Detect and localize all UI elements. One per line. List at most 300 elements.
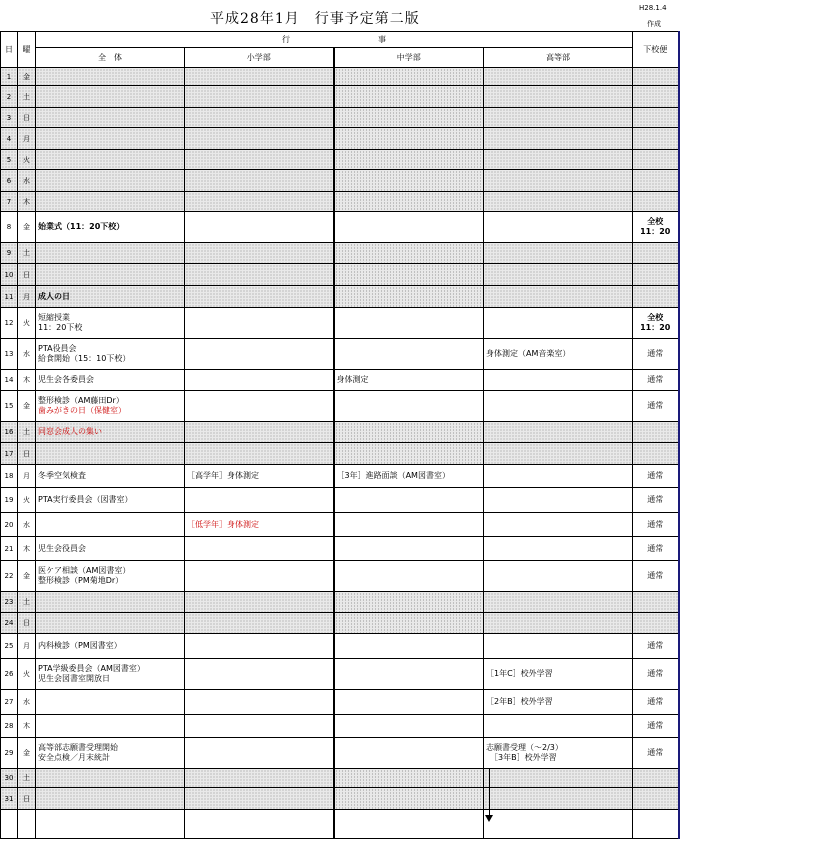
high-cell [484,537,633,561]
day-cell: 31 [1,788,18,810]
all-school-cell [36,788,185,810]
all-school-cell [36,339,185,370]
day-cell: 22 [1,561,18,592]
all-school-text: PTA実行委員会（図書室） [38,495,133,504]
elementary-text: ［低学年］身体測定 [187,519,259,529]
high-cell [484,68,633,86]
all-school-cell [36,243,185,264]
junior-cell [334,488,484,513]
high-cell [484,192,633,212]
dismissal-cell [633,339,679,370]
junior-cell [334,513,484,537]
dismissal-cell [633,308,679,339]
all-school-text: PTA学級委員会（AM図書室） 児生会図書室開放日 [38,664,145,683]
table-row [1,108,679,128]
day-cell: 2 [1,86,18,108]
dismissal-cell [633,513,679,537]
all-school-cell [36,86,185,108]
junior-cell: ［3年］進路面談（AM図書室） [334,465,484,488]
elementary-cell [185,769,334,788]
elementary-text: ［高学年］身体測定 [187,471,259,480]
day-cell: 24 [1,613,18,634]
all-school-cell [36,513,185,537]
header-day: 日 [1,32,18,68]
dismissal-cell [633,810,679,839]
dismissal-cell [633,769,679,788]
day-cell: 21 [1,537,18,561]
weekday-cell: 土 [18,86,36,108]
dismissal-text: 通常 [647,495,664,504]
day-cell: 6 [1,170,18,192]
junior-cell [334,690,484,715]
all-school-cell [36,108,185,128]
table-row [1,659,679,690]
high-cell [484,108,633,128]
high-cell [484,769,633,788]
dismissal-cell [633,391,679,422]
elementary-cell [185,513,334,537]
high-cell [484,286,633,308]
weekday-cell: 土 [18,592,36,613]
header-junior: 中学部 [334,48,484,68]
dismissal-text: 通常 [647,349,664,358]
dismissal-cell [633,592,679,613]
junior-cell [334,108,484,128]
dismissal-text: 通常 [647,571,664,580]
dismissal-cell [633,715,679,738]
high-cell [484,86,633,108]
day-cell [1,810,18,839]
dismissal-cell [633,738,679,769]
weekday-cell: 水 [18,513,36,537]
all-school-cell [36,488,185,513]
high-text: ［2年B］校外学習 [486,697,553,706]
table-row [1,513,679,537]
elementary-cell [185,128,334,150]
all-school-cell [36,264,185,286]
all-school-text: 始業式（11：20下校） [38,222,125,231]
dismissal-text: 通常 [647,721,664,730]
elementary-cell [185,192,334,212]
elementary-cell [185,370,334,391]
header-high: 高等部 [484,48,633,68]
high-cell [484,513,633,537]
dismissal-text: 通常 [647,401,664,410]
junior-cell [334,592,484,613]
elementary-cell [185,613,334,634]
table-row [1,738,679,769]
day-cell: 9 [1,243,18,264]
all-school-cell [36,308,185,339]
all-school-text: 医ケア相談（AM図書室） 整形検診（PM菊地Dr） [38,566,131,585]
day-cell: 7 [1,192,18,212]
dismissal-cell [633,150,679,170]
day-cell: 29 [1,738,18,769]
weekday-cell: 土 [18,243,36,264]
dismissal-cell [633,690,679,715]
all-school-cell [36,738,185,769]
dismissal-text: 通常 [647,697,664,706]
junior-cell [334,192,484,212]
schedule-table [0,31,680,839]
weekday-cell: 木 [18,370,36,391]
weekday-cell: 金 [18,738,36,769]
day-cell: 1 [1,68,18,86]
elementary-cell [185,443,334,465]
table-row [1,128,679,150]
table-row [1,634,679,659]
dismissal-text: 全校 11：20 [640,217,671,236]
day-cell: 11 [1,286,18,308]
weekday-cell: 火 [18,659,36,690]
high-cell [484,443,633,465]
all-school-cell [36,212,185,243]
junior-cell [334,810,484,839]
junior-cell [334,286,484,308]
junior-cell [334,339,484,370]
table-row [1,170,679,192]
high-cell [484,690,633,715]
continuation-arrow-line [489,768,490,818]
header-dow: 曜 [18,32,36,68]
elementary-cell [185,170,334,192]
table-row [1,715,679,738]
created-date: H28.1.4 [639,4,667,12]
all-school-text: 冬季空気検査 [38,471,86,480]
all-school-cell [36,391,185,422]
weekday-cell: 火 [18,308,36,339]
day-cell: 16 [1,422,18,443]
all-school-text: 内科検診（PM図書室） [38,641,122,650]
high-cell [484,339,633,370]
weekday-cell: 日 [18,788,36,810]
weekday-cell: 月 [18,286,36,308]
table-row [1,561,679,592]
elementary-cell [185,561,334,592]
weekday-cell: 木 [18,192,36,212]
elementary-cell [185,212,334,243]
day-cell: 18 [1,465,18,488]
dismissal-cell [633,212,679,243]
header-elementary: 小学部 [185,48,334,68]
weekday-cell: 月 [18,634,36,659]
elementary-cell [185,592,334,613]
header-dismissal: 下校便 [633,32,679,68]
high-cell [484,634,633,659]
dismissal-text: 通常 [647,375,664,384]
dismissal-cell [633,634,679,659]
created-note: 作成 [647,20,661,28]
all-school-cell [36,422,185,443]
header-row-top [1,32,679,48]
dismissal-text: 通常 [647,748,664,757]
weekday-cell: 木 [18,715,36,738]
dismissal-cell [633,788,679,810]
elementary-cell [185,391,334,422]
weekday-cell: 月 [18,128,36,150]
all-school-cell [36,634,185,659]
junior-cell [334,634,484,659]
weekday-cell: 日 [18,108,36,128]
all-school-cell [36,592,185,613]
high-cell [484,422,633,443]
table-row [1,243,679,264]
weekday-cell [18,810,36,839]
all-school-text: 高等部志願書受理開始 安全点検／月末統計 [38,743,118,762]
junior-cell [334,738,484,769]
day-cell: 5 [1,150,18,170]
junior-cell [334,150,484,170]
high-cell [484,170,633,192]
junior-cell [334,391,484,422]
high-cell [484,613,633,634]
elementary-cell [185,690,334,715]
all-school-cell [36,659,185,690]
header-events: 行 事 [36,32,633,48]
all-school-text: 児生会各委員会 [38,375,94,384]
high-text: 身体測定（AM音楽室） [486,349,571,358]
all-school-cell [36,810,185,839]
day-cell: 19 [1,488,18,513]
day-cell: 4 [1,128,18,150]
high-cell [484,128,633,150]
weekday-cell: 金 [18,391,36,422]
junior-cell [334,128,484,150]
dismissal-cell [633,86,679,108]
elementary-cell [185,537,334,561]
table-row [1,488,679,513]
header-all: 全 体 [36,48,185,68]
elementary-cell [185,810,334,839]
day-cell: 12 [1,308,18,339]
all-school-cell [36,68,185,86]
day-cell: 13 [1,339,18,370]
junior-cell [334,212,484,243]
table-row [1,422,679,443]
elementary-cell [185,86,334,108]
all-school-text: 成人の日 [38,291,70,301]
elementary-cell [185,150,334,170]
day-cell: 28 [1,715,18,738]
junior-cell [334,243,484,264]
dismissal-text: 通常 [647,471,664,480]
table-row [1,810,679,839]
all-school-cell [36,690,185,715]
all-school-cell [36,769,185,788]
weekday-cell: 木 [18,537,36,561]
continuation-arrow-head [485,815,493,822]
junior-cell [334,68,484,86]
day-cell: 15 [1,391,18,422]
weekday-cell: 月 [18,465,36,488]
day-cell: 3 [1,108,18,128]
dismissal-text: 通常 [647,641,664,650]
dismissal-cell [633,128,679,150]
all-school-note-red: 歯みがきの日（保健室） [38,406,126,415]
table-row [1,370,679,391]
table-row [1,192,679,212]
weekday-cell: 水 [18,339,36,370]
weekday-cell: 金 [18,68,36,86]
high-cell [484,465,633,488]
high-text: ［1年C］校外学習 [486,669,553,678]
dismissal-cell [633,465,679,488]
dismissal-text: 通常 [647,543,664,553]
weekday-cell: 土 [18,422,36,443]
junior-cell: 身体測定 [334,370,484,391]
elementary-cell [185,108,334,128]
weekday-cell: 火 [18,150,36,170]
elementary-cell [185,465,334,488]
elementary-cell [185,264,334,286]
dismissal-cell [633,286,679,308]
dismissal-text: 通常 [647,669,664,678]
day-cell: 26 [1,659,18,690]
elementary-cell [185,738,334,769]
high-cell [484,212,633,243]
dismissal-cell [633,488,679,513]
all-school-cell [36,286,185,308]
dismissal-text: 全校 11：20 [640,313,671,332]
day-cell: 14 [1,370,18,391]
all-school-cell [36,370,185,391]
table-row [1,613,679,634]
table-row [1,465,679,488]
junior-cell [334,422,484,443]
junior-cell [334,264,484,286]
all-school-note-red: 同窓会成人の集い [38,427,102,436]
elementary-cell [185,339,334,370]
weekday-cell: 水 [18,170,36,192]
elementary-cell [185,243,334,264]
table-row [1,308,679,339]
high-cell [484,308,633,339]
all-school-text: 整形検診（AM藤田Dr） [38,396,124,405]
page-title: 平成28年1月 行事予定第二版 [210,11,420,27]
weekday-cell: 日 [18,264,36,286]
high-cell [484,788,633,810]
junior-cell [334,443,484,465]
junior-cell [334,613,484,634]
table-row [1,286,679,308]
day-cell: 25 [1,634,18,659]
high-cell [484,370,633,391]
day-cell: 23 [1,592,18,613]
dismissal-cell [633,659,679,690]
table-row [1,391,679,422]
dismissal-cell [633,443,679,465]
table-row [1,443,679,465]
all-school-cell [36,465,185,488]
weekday-cell: 金 [18,561,36,592]
dismissal-cell [633,264,679,286]
all-school-cell [36,715,185,738]
all-school-cell [36,613,185,634]
dismissal-cell [633,613,679,634]
dismissal-cell [633,243,679,264]
day-cell: 10 [1,264,18,286]
all-school-cell [36,128,185,150]
high-cell [484,738,633,769]
high-cell [484,561,633,592]
high-cell [484,264,633,286]
high-cell [484,488,633,513]
table-row [1,592,679,613]
junior-cell [334,170,484,192]
all-school-cell [36,561,185,592]
day-cell: 20 [1,513,18,537]
elementary-cell [185,715,334,738]
all-school-cell [36,537,185,561]
day-cell: 30 [1,769,18,788]
junior-cell [334,537,484,561]
elementary-cell [185,488,334,513]
day-cell: 8 [1,212,18,243]
high-cell [484,810,633,839]
dismissal-cell [633,108,679,128]
high-cell [484,243,633,264]
junior-cell [334,788,484,810]
high-text: 志願書受理（～2/3） ［3年B］校外学習 [486,743,563,762]
weekday-cell: 日 [18,613,36,634]
dismissal-cell [633,561,679,592]
table-row [1,690,679,715]
table-row [1,150,679,170]
table-row [1,86,679,108]
header-row-sub [1,48,679,68]
dismissal-cell [633,422,679,443]
all-school-cell [36,443,185,465]
dismissal-cell [633,537,679,561]
dismissal-cell [633,370,679,391]
elementary-cell [185,422,334,443]
table-row [1,212,679,243]
junior-cell [334,308,484,339]
weekday-cell: 土 [18,769,36,788]
elementary-cell [185,634,334,659]
junior-cell [334,769,484,788]
high-cell [484,150,633,170]
high-cell [484,715,633,738]
table-row [1,769,679,788]
weekday-cell: 水 [18,690,36,715]
high-cell [484,592,633,613]
elementary-cell [185,308,334,339]
weekday-cell: 日 [18,443,36,465]
junior-cell [334,561,484,592]
all-school-text: 短縮授業 11：20下校 [38,313,83,332]
dismissal-cell [633,68,679,86]
weekday-cell: 火 [18,488,36,513]
all-school-cell [36,170,185,192]
dismissal-cell [633,170,679,192]
day-cell: 27 [1,690,18,715]
elementary-cell [185,68,334,86]
elementary-cell [185,788,334,810]
junior-cell [334,659,484,690]
table-row [1,788,679,810]
dismissal-text: 通常 [647,519,664,529]
all-school-text: PTA役員会 給食開始（15：10下校） [38,344,131,363]
day-cell: 17 [1,443,18,465]
elementary-cell [185,286,334,308]
table-row [1,68,679,86]
all-school-cell [36,192,185,212]
all-school-text: 児生会役員会 [38,543,86,553]
dismissal-cell [633,192,679,212]
weekday-cell: 金 [18,212,36,243]
junior-cell [334,86,484,108]
